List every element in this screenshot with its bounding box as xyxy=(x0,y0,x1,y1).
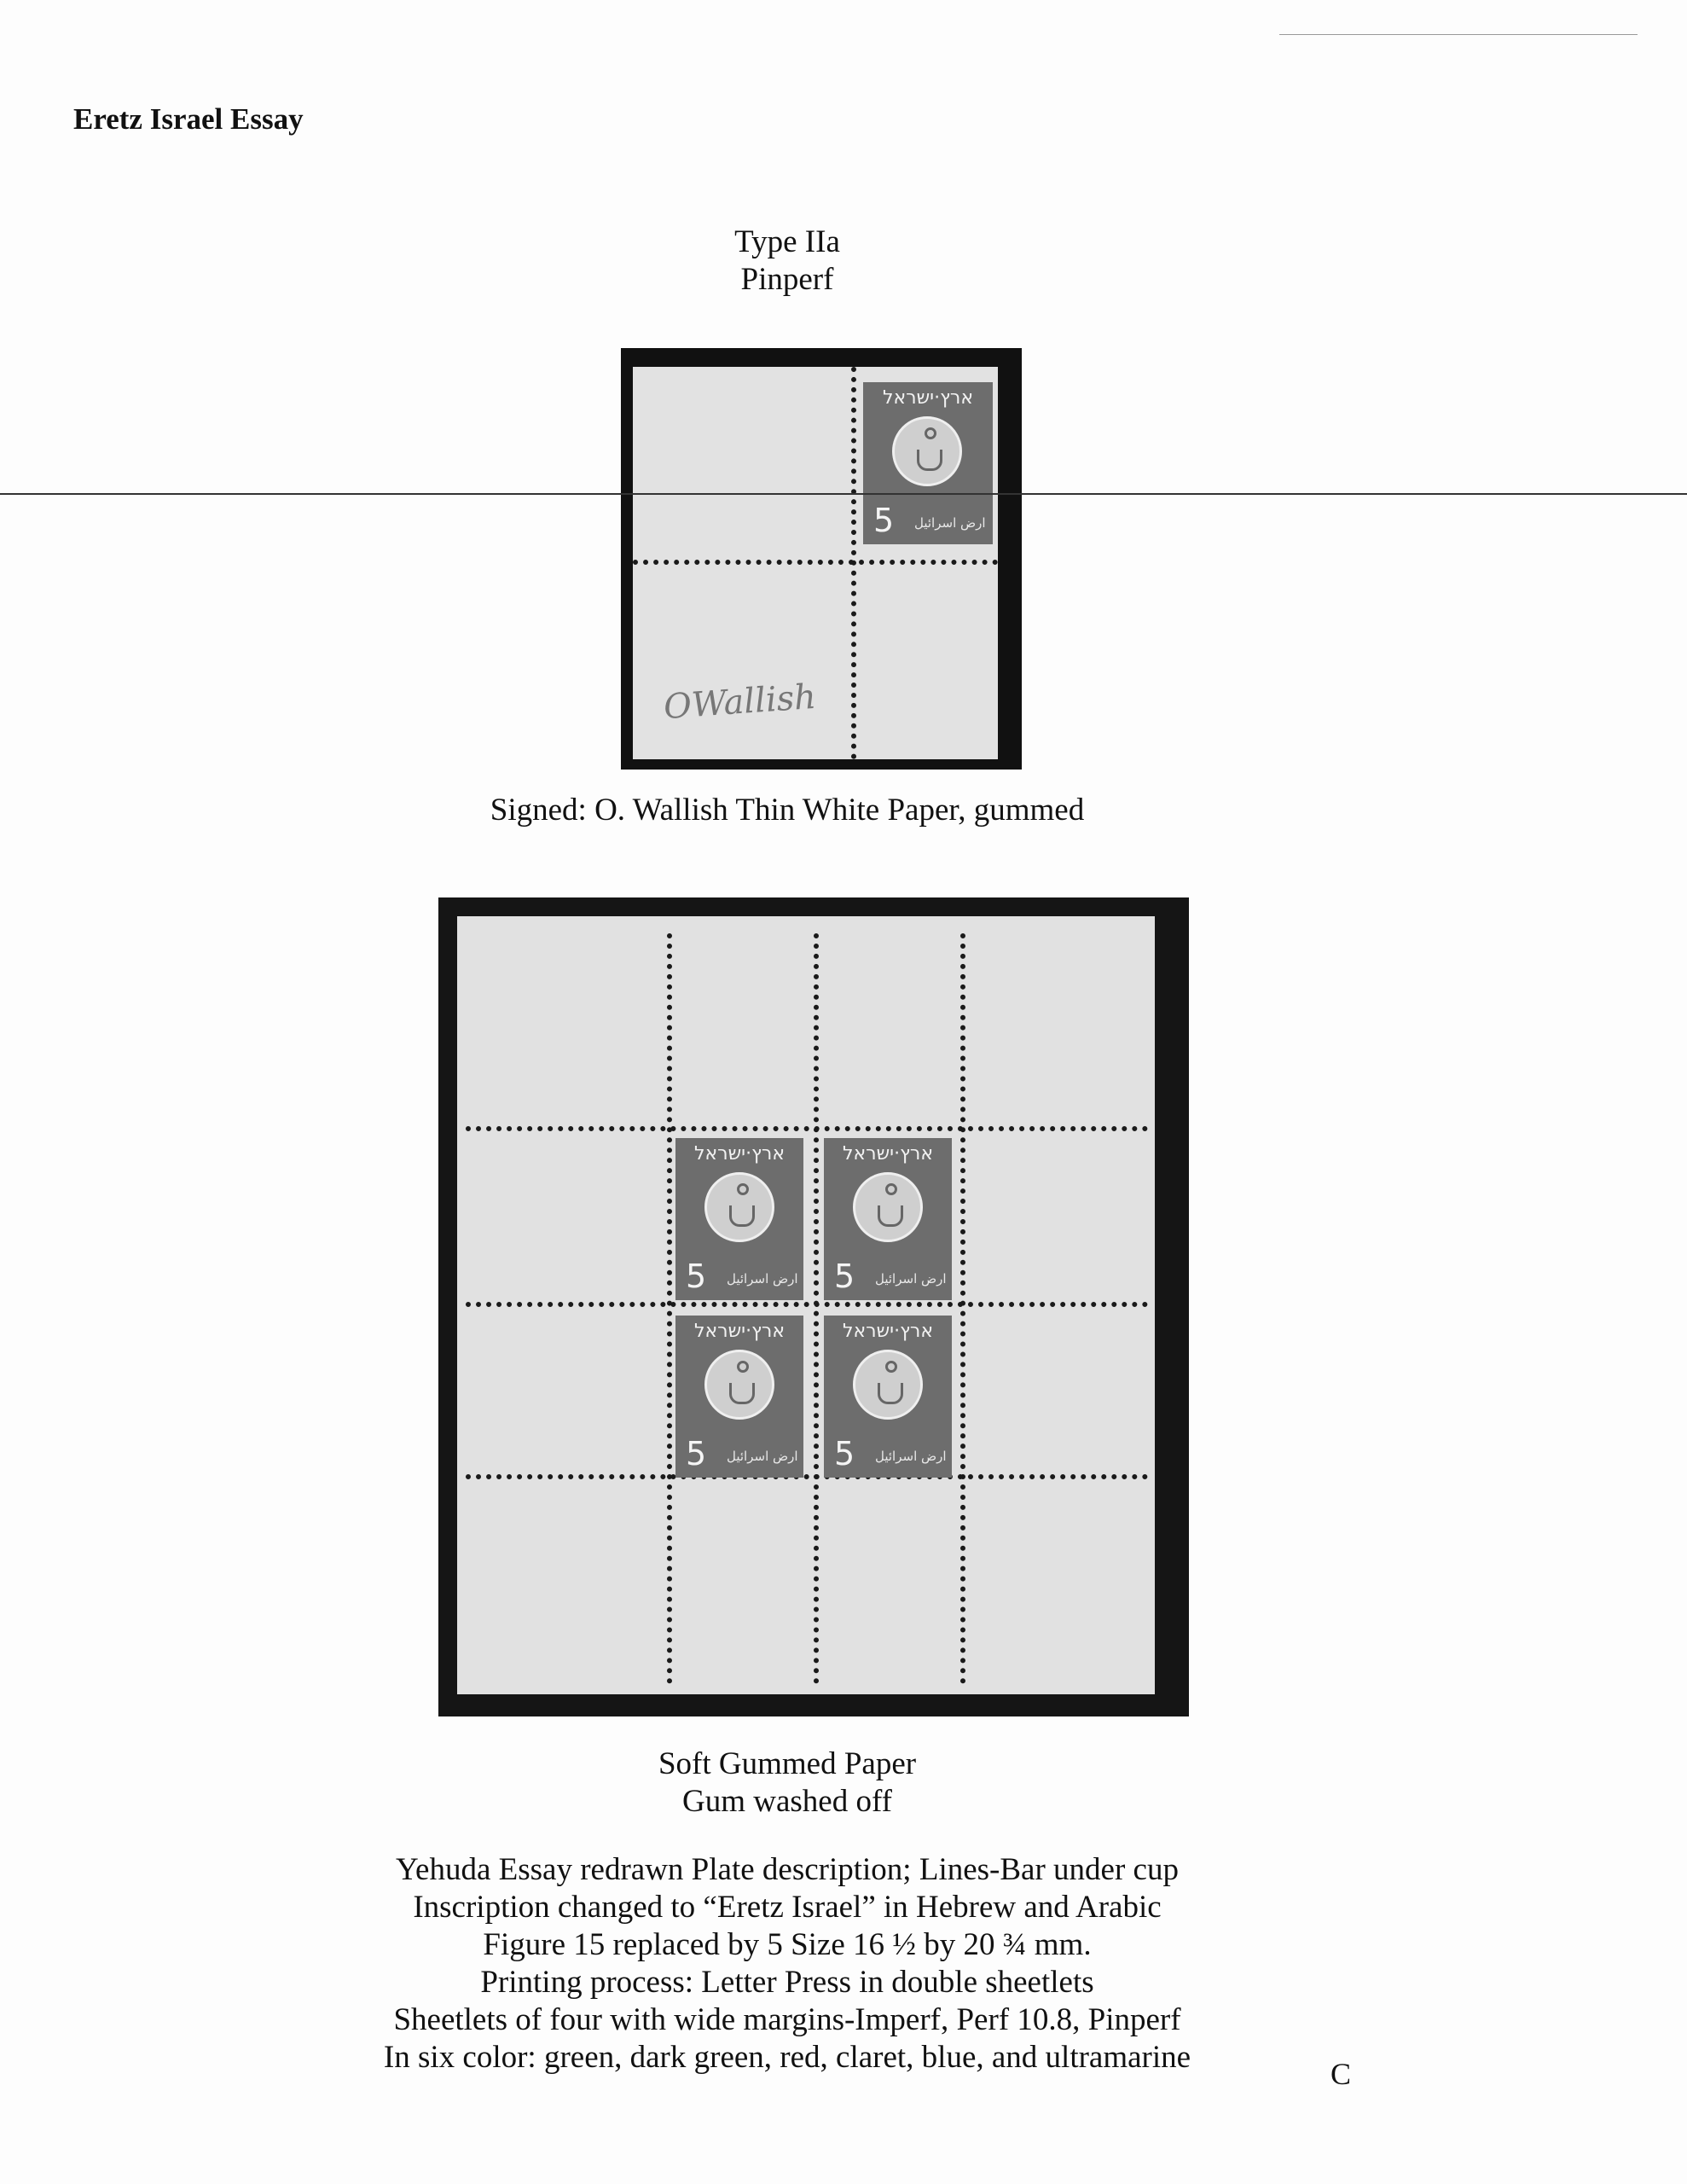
signed-caption: Signed: O. Wallish Thin White Paper, gummed xyxy=(490,793,1085,828)
coin-emblem-icon xyxy=(892,416,962,486)
coin-emblem-icon xyxy=(704,1172,774,1242)
stamp xyxy=(824,1316,952,1478)
coin-emblem-icon xyxy=(704,1350,774,1420)
description-block xyxy=(0,1851,1631,2077)
stamp xyxy=(675,1138,803,1300)
description-line: Inscription changed to “Eretz Israel” in Hebrew and Arabic xyxy=(413,1890,1162,1925)
paper-label: Soft Gummed Paper xyxy=(658,1746,917,1781)
stamp-value: 5 xyxy=(686,1258,707,1295)
description-line: Printing process: Letter Press in double sheetlets xyxy=(480,1965,1094,2000)
stamp xyxy=(863,382,993,544)
stamp-hebrew-inscription: ארץ·ישראל xyxy=(882,387,974,409)
stamp-arabic-inscription: ارض اسرائيل xyxy=(914,515,986,531)
signature: OWallish xyxy=(662,677,818,728)
perforation-vertical-center xyxy=(814,933,819,1684)
perforation-vertical-right xyxy=(960,933,965,1684)
sheetlet-mount xyxy=(438,897,1189,1716)
single-stamp-mount xyxy=(621,348,1022,770)
stamp-arabic-inscription: ارض اسرائيل xyxy=(727,1449,798,1464)
coin-emblem-icon xyxy=(853,1350,923,1420)
stamp xyxy=(824,1138,952,1300)
stamp-arabic-inscription: ارض اسرائيل xyxy=(875,1271,947,1287)
type-caption xyxy=(0,224,1631,299)
perforation-horizontal xyxy=(633,560,998,565)
sheetlet-pane xyxy=(457,916,1155,1694)
gum-label: Gum washed off xyxy=(682,1784,892,1819)
stamp-value: 5 xyxy=(873,502,895,539)
stamp-value: 5 xyxy=(686,1435,707,1472)
stamp-hebrew-inscription: ארץ·ישראל xyxy=(842,1321,934,1342)
stamp-value: 5 xyxy=(834,1435,855,1472)
stamp-pane-corner xyxy=(633,367,998,759)
stamp-hebrew-inscription: ארץ·ישראל xyxy=(693,1143,786,1165)
perforation-horizontal-bottom xyxy=(466,1474,1148,1479)
stamp-hebrew-inscription: ארץ·ישראל xyxy=(842,1143,934,1165)
description-line: Yehuda Essay redrawn Plate description; Lines-Bar under cup xyxy=(396,1852,1179,1887)
type-label: Type IIa xyxy=(734,224,840,259)
coin-emblem-icon xyxy=(853,1172,923,1242)
description-line: Sheetlets of four with wide margins-Imperf, Perf 10.8, Pinperf xyxy=(393,2002,1181,2037)
stamp xyxy=(675,1316,803,1478)
stamp-value: 5 xyxy=(834,1258,855,1295)
top-rule xyxy=(1279,34,1638,35)
description-line: In six color: green, dark green, red, claret, blue, and ultramarine xyxy=(383,2040,1191,2075)
description-line: Figure 15 replaced by 5 Size 16 ½ by 20 ¾ mm. xyxy=(483,1927,1092,1962)
paper-caption xyxy=(0,1745,1631,1821)
page-heading: Eretz Israel Essay xyxy=(73,102,304,136)
perforation-vertical-left xyxy=(667,933,672,1684)
stamp-arabic-inscription: ارض اسرائيل xyxy=(875,1449,947,1464)
page-letter: C xyxy=(1330,2057,1352,2091)
stamp-hebrew-inscription: ארץ·ישראל xyxy=(693,1321,786,1342)
stamp-arabic-inscription: ارض اسرائيل xyxy=(727,1271,798,1287)
perf-label: Pinperf xyxy=(740,262,834,297)
perforation-horizontal-middle xyxy=(466,1302,1148,1307)
perforation-horizontal-top xyxy=(466,1126,1148,1131)
horizontal-rule xyxy=(0,493,1687,495)
